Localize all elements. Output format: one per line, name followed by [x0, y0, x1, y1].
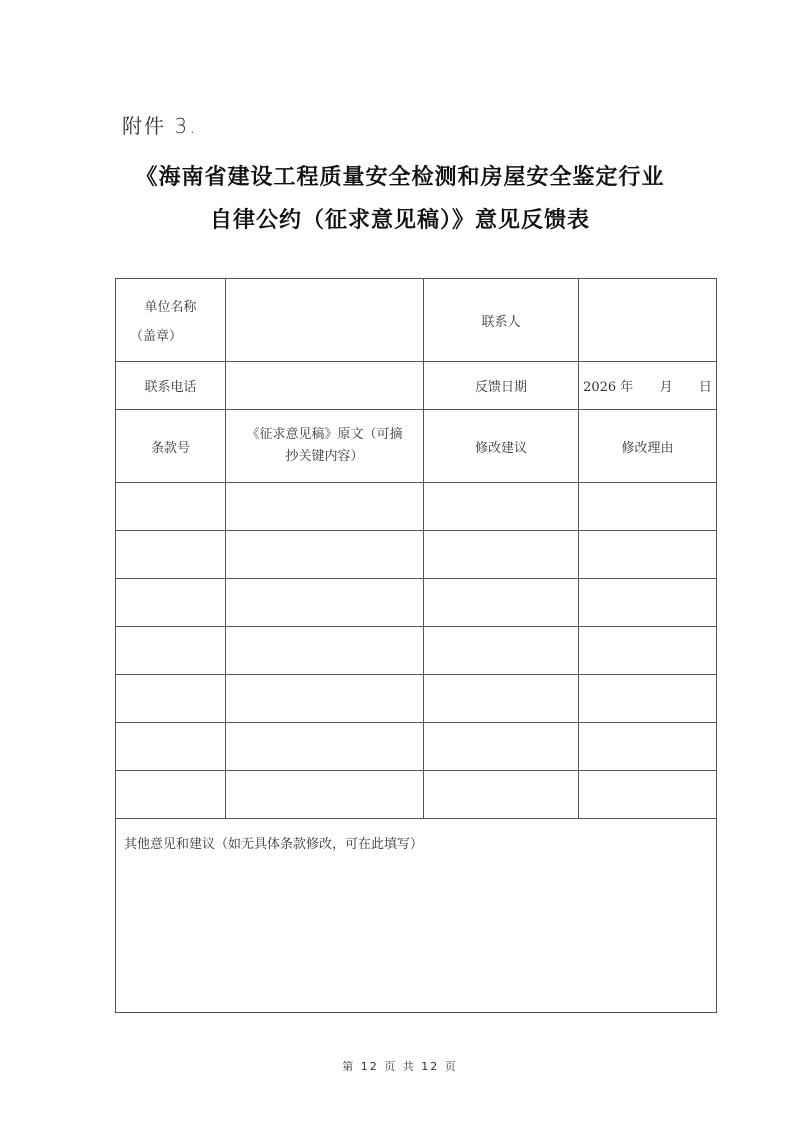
form-header-row	[116, 410, 717, 483]
seal-label: （盖章）	[130, 329, 183, 344]
form-row-phone	[116, 362, 717, 410]
table-row	[116, 531, 717, 579]
feedback-form-table	[115, 278, 717, 1013]
form-row-unit	[116, 279, 717, 362]
original-text-cell[interactable]	[226, 771, 424, 819]
date-year: 2026 年	[583, 380, 634, 395]
suggestion-cell[interactable]	[424, 483, 579, 531]
original-text-cell[interactable]	[226, 723, 424, 771]
original-text-header	[226, 410, 424, 483]
table-row	[116, 771, 717, 819]
page-number: 第 12 页 共 12 页	[342, 1060, 458, 1073]
unit-name-field[interactable]	[226, 279, 424, 362]
reason-cell[interactable]	[579, 723, 717, 771]
original-text-header-line1: 《征求意见稿》原文（可摘	[246, 427, 403, 442]
table-row	[116, 723, 717, 771]
clause-cell[interactable]	[116, 675, 226, 723]
original-text-cell[interactable]	[226, 675, 424, 723]
unit-name-label-cell	[116, 279, 226, 362]
date-day: 日	[698, 380, 712, 395]
table-row	[116, 483, 717, 531]
suggestion-cell[interactable]	[424, 627, 579, 675]
document-title-line2: 自律公约（征求意见稿）》意见反馈表	[209, 207, 590, 233]
attachment-label: 附件 3.	[122, 114, 198, 138]
original-text-cell[interactable]	[226, 483, 424, 531]
feedback-date-label: 反馈日期	[424, 362, 579, 410]
phone-field[interactable]	[226, 362, 424, 410]
date-month: 月	[659, 380, 673, 395]
suggestion-cell[interactable]	[424, 531, 579, 579]
clause-cell[interactable]	[116, 627, 226, 675]
reason-cell[interactable]	[579, 531, 717, 579]
contact-label: 联系人	[424, 279, 579, 362]
suggestion-cell[interactable]	[424, 675, 579, 723]
suggestion-cell[interactable]	[424, 579, 579, 627]
reason-cell[interactable]	[579, 579, 717, 627]
other-opinions-row	[116, 819, 717, 1013]
original-text-header-line2: 抄关键内容）	[285, 449, 364, 464]
clause-cell[interactable]	[116, 771, 226, 819]
clause-cell[interactable]	[116, 531, 226, 579]
reason-cell[interactable]	[579, 483, 717, 531]
document-title-line1: 《海南省建设工程质量安全检测和房屋安全鉴定行业	[135, 164, 665, 190]
reason-header: 修改理由	[579, 410, 717, 483]
reason-cell[interactable]	[579, 627, 717, 675]
contact-field[interactable]	[579, 279, 717, 362]
other-opinions-field[interactable]	[116, 819, 717, 1013]
clause-cell[interactable]	[116, 483, 226, 531]
clause-no-header: 条款号	[116, 410, 226, 483]
feedback-date-field[interactable]	[579, 362, 717, 410]
original-text-cell[interactable]	[226, 531, 424, 579]
original-text-cell[interactable]	[226, 579, 424, 627]
table-row	[116, 675, 717, 723]
table-row	[116, 579, 717, 627]
reason-cell[interactable]	[579, 771, 717, 819]
original-text-cell[interactable]	[226, 627, 424, 675]
other-opinions-label: 其他意见和建议（如无具体条款修改，可在此填写）	[124, 837, 424, 852]
table-row	[116, 627, 717, 675]
reason-cell[interactable]	[579, 675, 717, 723]
clause-cell[interactable]	[116, 723, 226, 771]
unit-name-label: 单位名称	[144, 300, 197, 315]
suggestion-cell[interactable]	[424, 723, 579, 771]
suggestion-cell[interactable]	[424, 771, 579, 819]
suggestion-header: 修改建议	[424, 410, 579, 483]
clause-cell[interactable]	[116, 579, 226, 627]
phone-label: 联系电话	[116, 362, 226, 410]
